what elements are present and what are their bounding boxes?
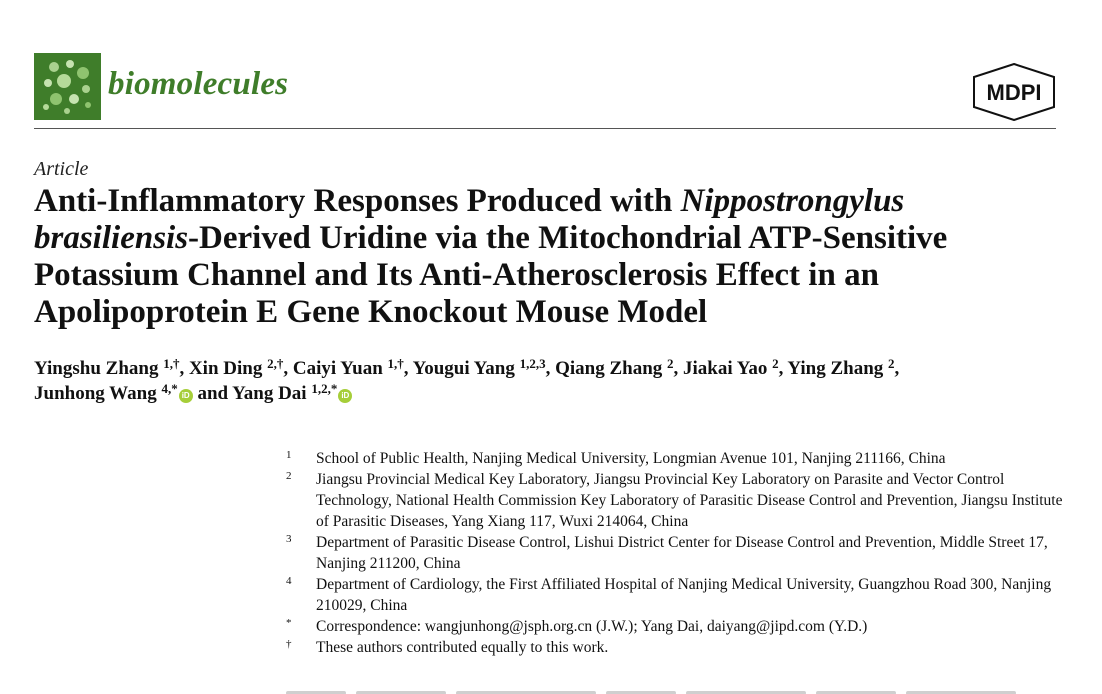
author-separator: , — [894, 358, 900, 379]
affiliation-mark: 3 — [286, 533, 292, 545]
author-separator: , — [403, 358, 413, 379]
affiliation-mark: 2 — [286, 470, 292, 482]
affiliation-mark: 4 — [286, 575, 292, 587]
author-name: Ying Zhang — [787, 358, 884, 379]
header-divider — [34, 128, 1056, 129]
author-name: Qiang Zhang — [555, 358, 663, 379]
mdpi-logo-icon — [972, 63, 1056, 121]
author-name: Junhong Wang — [34, 383, 157, 404]
affiliation-item — [286, 574, 1076, 616]
author-name: Yang Dai — [232, 383, 307, 404]
author-item[interactable] — [232, 383, 352, 404]
affiliation-item — [286, 532, 1076, 574]
article-type: Article — [34, 158, 89, 180]
affiliation-text: Department of Parasitic Disease Control, Lishui District Center for Disease Control and Prevention, Middle Street 17, Nanjing 211200, China — [316, 534, 1048, 572]
affiliation-text: Correspondence: wangjunhong@jsph.org.cn (J.W.); Yang Dai, daiyang@jipd.com (Y.D.) — [316, 618, 868, 635]
author-affiliation-sup: 1,2,3 — [519, 356, 546, 371]
affiliation-item — [286, 448, 1076, 469]
affiliation-item — [286, 469, 1076, 532]
author-affiliation-sup: 1,2,* — [311, 381, 338, 396]
author-item[interactable] — [189, 358, 283, 379]
author-separator: and — [192, 383, 233, 404]
author-list — [34, 356, 1074, 406]
author-separator: , — [545, 358, 556, 379]
author-affiliation-sup: 2 — [888, 356, 895, 371]
author-separator: , — [673, 358, 684, 379]
author-name: Yingshu Zhang — [34, 358, 159, 379]
affiliation-mark: 1 — [286, 449, 292, 461]
author-affiliation-sup: 4,* — [161, 381, 178, 396]
author-separator: , — [179, 358, 189, 379]
affiliation-item — [286, 616, 1076, 637]
author-separator: , — [283, 358, 293, 379]
affiliation-mark: * — [286, 617, 292, 629]
abstract-preview — [286, 682, 1046, 694]
publisher-name: MDPI — [986, 80, 1042, 105]
journal-name: biomolecules — [108, 66, 289, 102]
author-affiliation-sup: 1,† — [387, 356, 404, 371]
author-name: Jiakai Yao — [683, 358, 768, 379]
author-affiliation-sup: 2 — [667, 356, 674, 371]
title-part-1: Anti-Inflammatory Responses Produced with — [34, 183, 681, 219]
affiliation-item — [286, 637, 1076, 658]
journal-header — [34, 53, 1056, 129]
author-item[interactable] — [413, 358, 546, 379]
title-part-2: -Derived Uridine via the Mitochondrial ATP-Sensitive Potassium Channel and Its Anti-Atherosclerosis Effect in an Apolipoprotein E Gene Knockout Mouse Model — [34, 220, 948, 330]
author-item[interactable] — [683, 358, 779, 379]
affiliation-list — [286, 448, 1076, 658]
author-item[interactable] — [555, 358, 673, 379]
orcid-icon[interactable]: iD — [338, 389, 352, 403]
affiliation-text: These authors contributed equally to this work. — [316, 639, 609, 656]
author-affiliation-sup: 1,† — [163, 356, 180, 371]
affiliation-text: Jiangsu Provincial Medical Key Laboratory, Jiangsu Provincial Key Laboratory on Parasite and Vector Control Technology, National Health Commission Key Laboratory of Parasitic Disease Control and Prevention, Jiangsu Institute of Parasitic Diseases, Yang Xiang 117, Wuxi 214064, China — [316, 471, 1063, 530]
author-affiliation-sup: 2 — [772, 356, 779, 371]
affiliation-mark: † — [286, 638, 292, 650]
author-separator: , — [778, 358, 788, 379]
author-name: Yougui Yang — [412, 358, 515, 379]
journal-logo-icon — [34, 53, 101, 120]
author-item[interactable] — [34, 383, 193, 404]
author-name: Xin Ding — [188, 358, 263, 379]
author-item[interactable] — [293, 358, 404, 379]
author-name: Caiyi Yuan — [292, 358, 383, 379]
orcid-icon[interactable]: iD — [179, 389, 193, 403]
author-affiliation-sup: 2,† — [267, 356, 284, 371]
title-species: Nippostrongylus brasiliensis — [34, 183, 905, 256]
affiliation-text: Department of Cardiology, the First Affiliated Hospital of Nanjing Medical University, Guangzhou Road 300, Nanjing 210029, China — [316, 576, 1052, 614]
author-item[interactable] — [34, 358, 179, 379]
article-title — [34, 183, 1074, 331]
author-item[interactable] — [787, 358, 894, 379]
affiliation-text: School of Public Health, Nanjing Medical University, Longmian Avenue 101, Nanjing 211166, China — [316, 450, 946, 467]
